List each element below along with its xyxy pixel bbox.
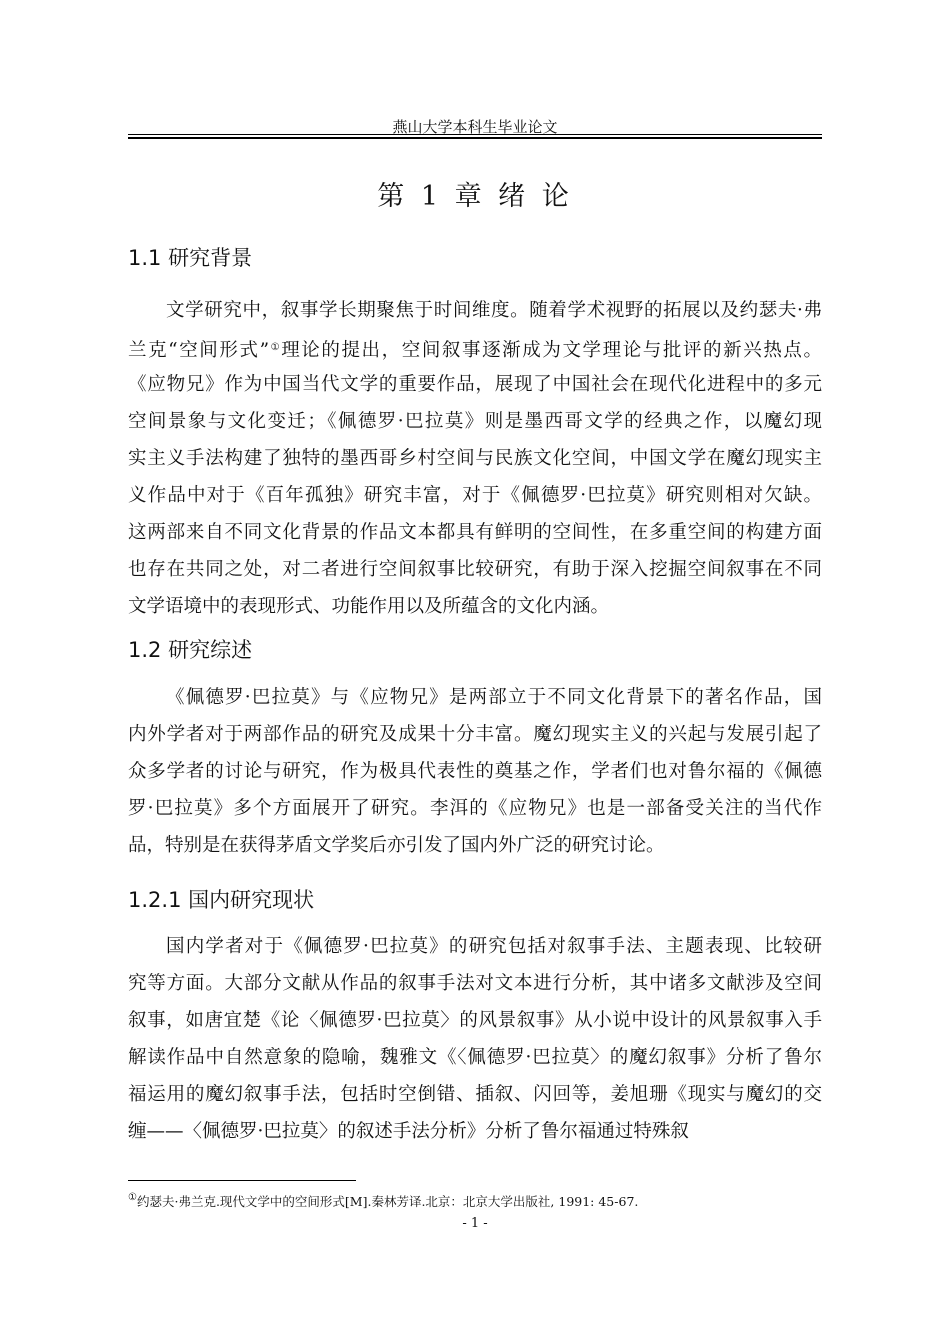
text-line: 实主义手法构建了独特的墨西哥乡村空间与民族文化空间，中国文学在魔幻现实主 bbox=[128, 448, 822, 469]
text-line: 这两部来自不同文化背景的作品文本都具有鲜明的空间性，在多重空间的构建方面 bbox=[128, 522, 822, 543]
text-line: 缠——〈佩德罗·巴拉莫〉的叙述手法分析》分析了鲁尔福通过特殊叙 bbox=[128, 1121, 689, 1142]
text-line: 文学研究中，叙事学长期聚焦于时间维度。随着学术视野的拓展以及约瑟夫·弗 bbox=[166, 300, 822, 321]
footnote-text: 约瑟夫·弗兰克.现代文学中的空间形式[M].秦林芳译.北京：北京大学出版社, 1991: 45-67. bbox=[136, 1194, 639, 1209]
text-span: 兰克“空间形式” bbox=[128, 340, 270, 361]
text-line: 福运用的魔幻叙事手法，包括时空倒错、插叙、闪回等，姜旭珊《现实与魔幻的交 bbox=[128, 1084, 822, 1105]
text-line: 空间景象与文化变迁；《佩德罗·巴拉莫》则是墨西哥文学的经典之作，以魔幻现 bbox=[128, 411, 822, 432]
text-line: 义作品中对于《百年孤独》研究丰富，对于《佩德罗·巴拉莫》研究则相对欠缺。 bbox=[128, 485, 822, 506]
paragraph-domestic-research bbox=[128, 928, 822, 1150]
section-heading-1-1: 1.1 研究背景 bbox=[128, 246, 253, 270]
footnote-mark: ① bbox=[128, 1192, 137, 1203]
section-heading-1-2: 1.2 研究综述 bbox=[128, 638, 253, 662]
text-line: 《应物兄》作为中国当代文学的重要作品，展现了中国社会在现代化进程中的多元 bbox=[128, 374, 822, 395]
text-line: 究等方面。大部分文献从作品的叙事手法对文本进行分析，其中诸多文献涉及空间 bbox=[128, 973, 822, 994]
text-line: 文学语境中的表现形式、功能作用以及所蕴含的文化内涵。 bbox=[128, 596, 610, 617]
page-number: - 1 - bbox=[462, 1216, 488, 1231]
footnote-separator bbox=[128, 1180, 356, 1181]
text-span: 理论的提出，空间叙事逐渐成为文学理论与批评的新兴热点。 bbox=[281, 340, 823, 361]
chapter-title: 第 1 章 绪 论 bbox=[377, 181, 573, 212]
text-line: 也存在共同之处，对二者进行空间叙事比较研究，有助于深入挖掘空间叙事在不同 bbox=[128, 559, 822, 580]
text-line: 《佩德罗·巴拉莫》与《应物兄》是两部立于不同文化背景下的著名作品，国 bbox=[166, 687, 822, 708]
text-line: 国内学者对于《佩德罗·巴拉莫》的研究包括对叙事手法、主题表现、比较研 bbox=[166, 936, 822, 957]
header-rule-thin bbox=[128, 134, 822, 135]
text-line: 内外学者对于两部作品的研究及成果十分丰富。魔幻现实主义的兴起与发展引起了 bbox=[128, 724, 822, 745]
text-line bbox=[128, 329, 822, 366]
paragraph-review bbox=[128, 679, 822, 864]
section-heading-1-2-1: 1.2.1 国内研究现状 bbox=[128, 888, 315, 912]
running-header: 燕山大学本科生毕业论文 bbox=[392, 118, 558, 136]
text-line: 众多学者的讨论与研究，作为极具代表性的奠基之作，学者们也对鲁尔福的《佩德 bbox=[128, 761, 822, 782]
footnote-ref[interactable]: ① bbox=[269, 342, 282, 353]
text-line: 罗·巴拉莫》多个方面展开了研究。李洱的《应物兄》也是一部备受关注的当代作 bbox=[128, 798, 822, 819]
text-line: 叙事，如唐宜楚《论〈佩德罗·巴拉莫〉的风景叙事》从小说中设计的风景叙事入手 bbox=[128, 1010, 822, 1031]
header-rule-thick bbox=[128, 137, 822, 139]
footnote bbox=[128, 1192, 638, 1210]
text-line: 品，特别是在获得茅盾文学奖后亦引发了国内外广泛的研究讨论。 bbox=[128, 835, 665, 856]
text-line: 解读作品中自然意象的隐喻，魏雅文《〈佩德罗·巴拉莫〉的魔幻叙事》分析了鲁尔 bbox=[128, 1047, 822, 1068]
paragraph-background bbox=[128, 292, 822, 625]
